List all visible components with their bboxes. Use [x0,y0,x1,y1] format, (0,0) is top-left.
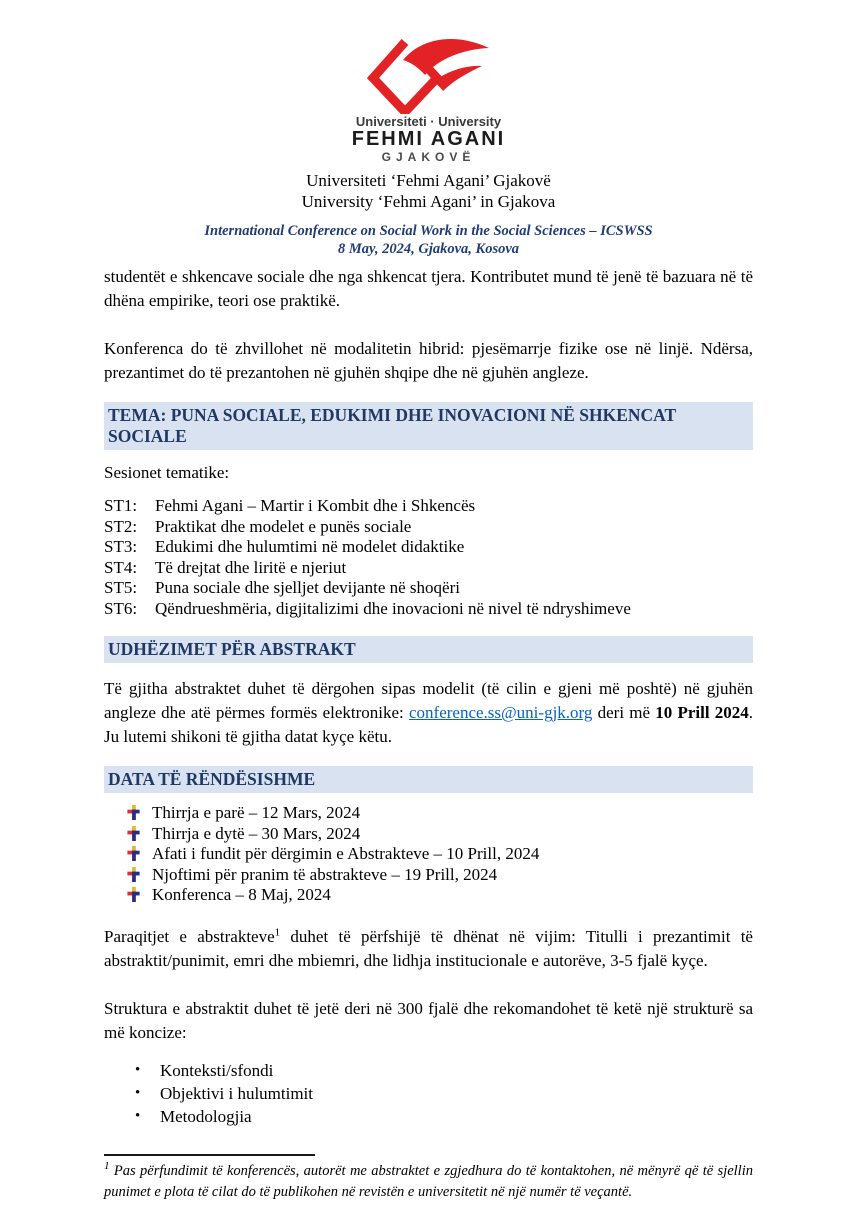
arrow-bullet-icon [127,826,140,841]
sessions-intro: Sesionet tematike: [104,463,230,482]
date-text: Konferenca – 8 Maj, 2024 [152,885,331,904]
conference-title: International Conference on Social Work in the Social Sciences – ICSWSS [204,223,653,239]
deadline-date: 10 Prill 2024 [655,703,749,722]
session-code: ST5: [104,578,138,597]
conference-title-block [104,222,753,258]
session-code: ST4: [104,557,138,577]
arrow-bullet-icon [127,867,140,882]
session-code: ST1: [104,496,138,515]
conference-email-link[interactable]: conference.ss@uni-gjk.org [409,703,593,722]
university-title-block [104,170,753,212]
submission-text-post: duhet të përfshijë të dhënat në vijim: Titulli i prezantimit të abstraktit/punimit, emri dhe mbiemri, dhe lidhja institucionale e autorëve, 3-5 fjalë kyçe. [104,926,753,970]
date-item [104,824,753,845]
round-bullet-icon: • [135,1061,141,1078]
session-row-st2 [104,517,753,538]
arrow-bullet-icon [127,887,140,902]
guidelines-text-pre: Të gjitha abstraktet duhet të dërgohen sipas modelit (të cilin e gjeni më poshtë) në gjuhën angleze dhe atë përmes formës elektronike: [104,679,753,722]
guidelines-text-end: . Ju lutemi shikoni të gjitha datat kyçe këtu. [104,703,753,746]
session-text: Fehmi Agani – Martir i Kombit dhe i Shkencës [155,496,476,515]
session-row-st5 [104,578,753,599]
round-bullet-icon: • [135,1084,141,1101]
date-text: Njoftimi për pranim të abstrakteve – 19 Prill, 2024 [152,864,498,884]
footnote-separator [104,1154,315,1156]
logo-subtitle: Universiteti · University [355,114,502,129]
session-code: ST6: [104,598,138,618]
university-name-sq: Universiteti ‘Fehmi Agani’ Gjakovë [306,171,551,190]
logo-city: GJAKOVË [381,150,476,164]
session-text: Të drejtat dhe liritë e njeriut [155,557,347,577]
intro-paragraph-2: Konferenca do të zhvillohet në modalitetin hibrid: pjesëmarrje fizike ose në linjë. Ndërsa, prezantimet do të prezantohen në gjuhën shqipe dhe në gjuhën angleze. [104,339,753,382]
session-row-st3 [104,537,753,558]
round-bullet-icon: • [135,1107,141,1124]
session-row-st1 [104,496,753,517]
university-logo-icon [363,34,495,114]
university-name-en: University ‘Fehmi Agani’ in Gjakova [301,192,556,211]
university-logo [104,34,753,165]
date-item [104,803,753,824]
guidelines-text-mid: deri më [592,703,656,722]
abstract-structure-list [104,1059,753,1128]
date-text: Thirrja e dytë – 30 Mars, 2024 [152,823,361,843]
structure-text: Konteksti/sfondi [160,1060,274,1080]
section-heading-tema: TEMA: PUNA SOCIALE, EDUKIMI DHE INOVACIONI NË SHKENCAT SOCIALE [104,402,753,450]
session-text: Puna sociale dhe sjelljet devijante në shoqëri [155,578,460,597]
session-text: Qëndrueshmëria, digjitalizimi dhe inovacioni në nivel të ndryshimeve [155,598,631,618]
date-text: Thirrja e parë – 12 Mars, 2024 [152,803,361,822]
footnote-text [104,1161,753,1204]
footnote-block [104,1154,753,1204]
logo-university-name: FEHMI AGANI [351,128,506,150]
session-text: Praktikat dhe modelet e punës sociale [155,516,412,536]
section-heading-guidelines: UDHËZIMET PËR ABSTRAKT [104,636,753,663]
date-item [104,844,753,865]
date-text: Afati i fundit për dërgimin e Abstrakteve – 10 Prill, 2024 [152,844,540,863]
structure-text: Objektivi i hulumtimit [160,1083,313,1103]
session-row-st6 [104,599,753,620]
sessions-list [104,496,753,619]
footnote-body: Pas përfundimit të konferencës, autorët me abstraktet e zgjedhura do të kontaktohen, në mënyrë që të sjellin punimet e plota të cilat do të publikohen në revistën e universitetit në një numër të veçantë. [104,1162,753,1200]
submission-text-pre: Paraqitjet e abstrakteve [104,926,275,946]
structure-item [104,1059,753,1082]
guidelines-paragraph [104,677,753,749]
date-item [104,885,753,906]
conference-date: 8 May, 2024, Gjakova, Kosova [337,241,520,257]
session-code: ST2: [104,516,138,536]
arrow-bullet-icon [127,846,140,861]
structure-text: Metodologjia [160,1106,252,1126]
session-row-st4 [104,558,753,579]
footnote-reference: 1 [274,925,281,938]
arrow-bullet-icon [127,805,140,820]
submission-paragraph-2: Struktura e abstraktit duhet të jetë deri në 300 fjalë dhe rekomandohet të ketë një strukturë sa më koncize: [104,998,753,1042]
submission-paragraph-1 [104,925,753,973]
session-code: ST3: [104,537,138,556]
important-dates-list [104,803,753,906]
date-item [104,865,753,886]
session-text: Edukimi dhe hulumtimi në modelet didaktike [155,537,465,556]
section-heading-dates: DATA TË RËNDËSISHME [104,766,753,793]
footnote-marker: 1 [104,1159,110,1172]
intro-paragraph-1: studentët e shkencave sociale dhe nga shkencat tjera. Kontributet mund të jenë të bazuara në të dhëna empirike, teori ose praktikë. [104,267,753,310]
structure-item [104,1082,753,1105]
structure-item [104,1105,753,1128]
